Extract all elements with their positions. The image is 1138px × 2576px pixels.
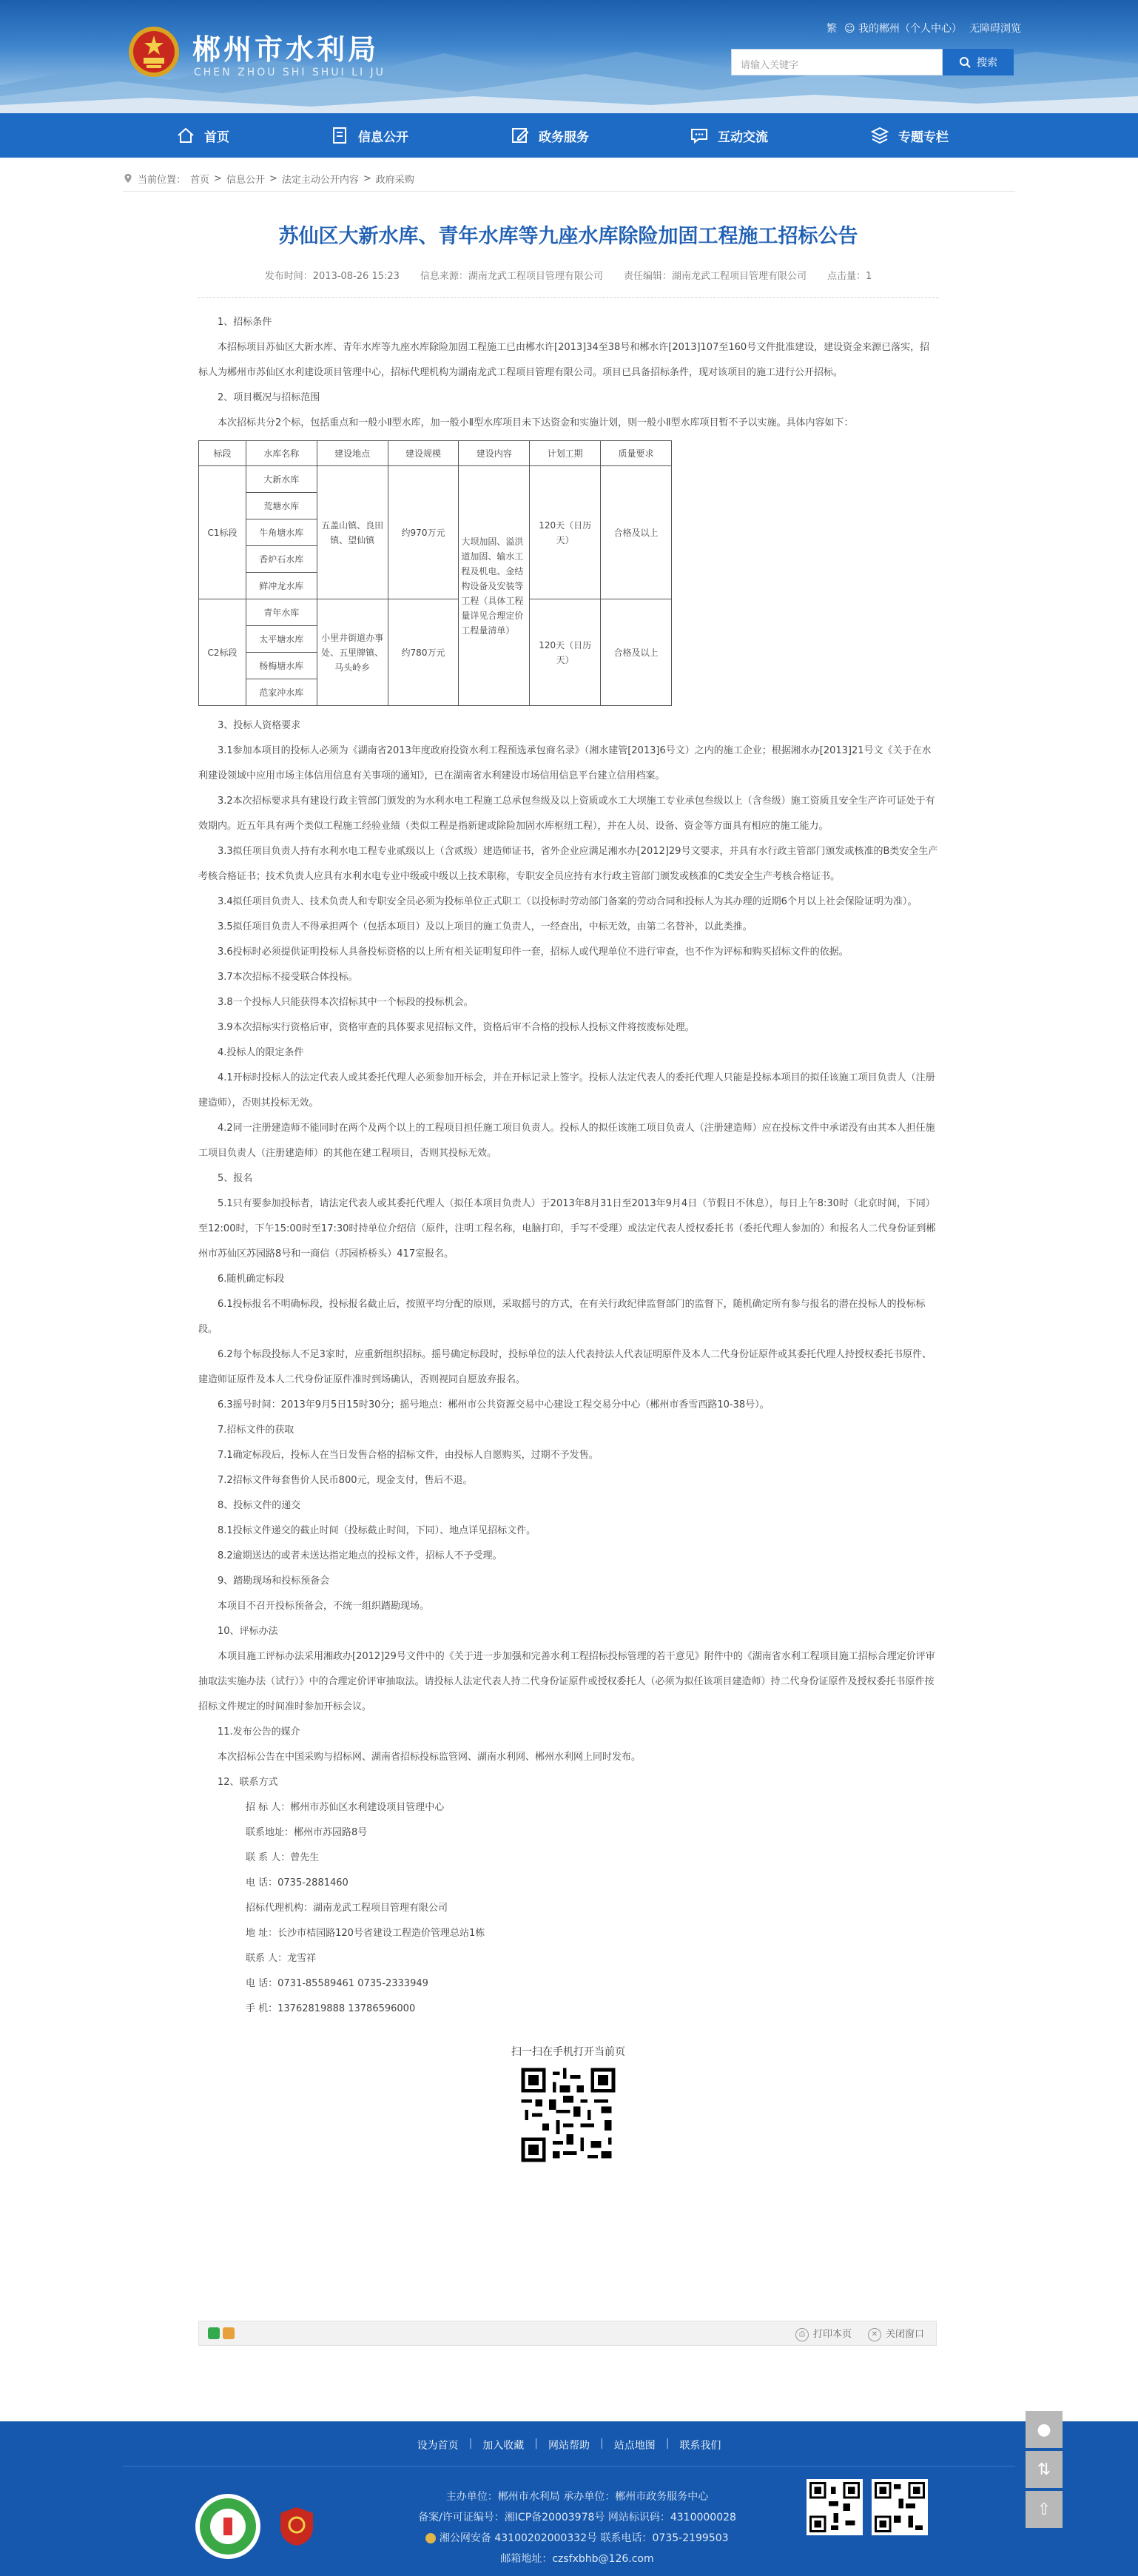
share-float-button[interactable] <box>1026 2451 1063 2488</box>
edit-icon <box>511 126 530 145</box>
footer-badges <box>194 2492 315 2560</box>
bid-section-c1: C1标段 <box>199 466 246 599</box>
paragraph: 3.6投标时必须提供证明投标人具备投标资格的以上所有相关证明复印件一套，招标人或代理单位不进行审查，也不作为评标和购买招标文件的依据。 <box>218 946 849 958</box>
table-row: C1标段 大新水库 五盖山镇、良田镇、望仙镇 约970万元 大坝加固、溢洪道加固、输水工程及机电、金结构设备及安装等工程（具体工程量详见合理定价工程量清单） 120天（日历天） 合格及以上 <box>199 466 672 493</box>
paragraph: 7.2招标文件每套售价人民币800元，现金支付，售后不退。 <box>218 1475 473 1486</box>
footer-link-sitemap[interactable]: 站点地图 <box>613 2440 656 2452</box>
breadcrumb-procurement[interactable]: 政府采购 <box>375 174 414 186</box>
wechat-float-button[interactable] <box>1026 2411 1063 2448</box>
article-meta <box>198 269 938 298</box>
publish-time: 发布时间：2013-08-26 15:23 <box>264 271 400 282</box>
breadcrumb-home[interactable]: 首页 <box>190 174 210 186</box>
article-body <box>198 310 938 2022</box>
paragraph: 7.1确定标段后，投标人在当日发售合格的招标文件，由投标人自愿购买，过期不予发售。 <box>218 1450 599 1461</box>
site-footer <box>0 2421 1138 2576</box>
table-row: 鲜冲龙水库 <box>199 573 672 599</box>
footer-email: 邮箱地址：czsfxbhb@126.com <box>500 2553 654 2565</box>
article-section-a <box>198 310 938 436</box>
footer-qr-codes <box>807 2479 928 2535</box>
paragraph: 6.2每个标段投标人不足3家时，应重新组织招标。摇号确定标段时，投标单位的法人代表持法人代表证明原件及本人二代身份证原件或其委托代理人持授权委托书原件、建造师证原件及本人二代身份证原件准时到场确认，否则视同自愿放弃报名。 <box>198 1349 932 1385</box>
nav-item-home[interactable]: 首页 <box>176 113 229 158</box>
site-title: 郴州市水利局 <box>192 33 380 66</box>
paragraph: 8.1投标文件递交的截止时间（投标截止时间，下同）、地点详见招标文件。 <box>218 1525 536 1536</box>
search-button[interactable]: 搜索 <box>943 49 1014 75</box>
paragraph: 联系 人：龙雪祥 <box>246 1953 317 1964</box>
footer-info <box>370 2486 784 2569</box>
paragraph: 3.1参加本项目的投标人必须为《湖南省2013年度政府投资水利工程预选承包商名录》（湘水建管[2013]6号文）之内的施工企业；根据湘水办[2013]21号文《关于在水利建设领域中应用市场主体信用信息有关事项的通知》，已在湖南省水利建设市场信用信息平台建立信用档案。 <box>198 745 932 781</box>
paragraph: 联 系 人：曾先生 <box>246 1852 320 1863</box>
accessibility-link[interactable]: 无障碍浏览 <box>969 23 1021 35</box>
search-input[interactable]: 请输入关键字 <box>731 49 943 75</box>
paragraph: 8.2逾期送达的或者未送达指定地点的投标文件，招标人不予受理。 <box>218 1550 502 1561</box>
footer-link-set-homepage[interactable]: 设为首页 <box>417 2440 459 2452</box>
paragraph: 12、联系方式 <box>218 1777 278 1788</box>
table-row: 杨梅塘水库 <box>199 653 672 679</box>
site-header <box>0 0 1138 113</box>
floating-toolbar <box>1026 2411 1063 2528</box>
page-actions <box>795 2326 924 2341</box>
qr-label: 扫一扫在手机打开当前页 <box>511 2046 625 2058</box>
table-row: 牛角塘水库 <box>199 519 672 546</box>
paragraph: 联系地址：郴州市苏园路8号 <box>246 1827 368 1838</box>
breadcrumb-statutory[interactable]: 法定主动公开内容 <box>281 174 359 186</box>
table-row: 太平塘水库 <box>199 626 672 653</box>
paragraph: 1、招标条件 <box>218 317 272 328</box>
qr-section <box>198 2044 938 2168</box>
paragraph: 3.3拟任项目负责人持有水利水电工程专业贰级以上（含贰级）建造师证书，省外企业应满足湘水办[2012]29号文要求，并具有水行政主管部门颁发或核准的B类安全生产考核合格证书；技术负责人应具有水利水电专业中级或中级以上技术职称，专职安全员应持有水行政主管部门颁发或核准的C类安全生产考核合格证书。 <box>198 846 938 882</box>
footer-link-help[interactable]: 网站帮助 <box>548 2440 590 2452</box>
contact-info <box>198 1795 938 2022</box>
qr-code-image <box>518 2065 619 2165</box>
back-to-top-button[interactable] <box>1026 2491 1063 2528</box>
info-source: 信息来源：湖南龙武工程项目管理有限公司 <box>420 271 603 282</box>
national-emblem-logo <box>127 25 181 78</box>
paragraph: 3.4拟任项目负责人、技术负责人和专职安全员必须为投标单位正式职工（以投标时劳动部门备案的劳动合同和投标人为其办理的近期6个月以上社会保险证明为准）。 <box>218 896 918 907</box>
footer-link-contact[interactable]: 联系我们 <box>679 2440 721 2452</box>
bid-sections-table <box>198 440 672 706</box>
close-icon: ✕ <box>868 2328 881 2341</box>
wechat-share-icon[interactable] <box>208 2327 220 2339</box>
search-icon <box>959 56 971 68</box>
paragraph: 手 机：13762819888 13786596000 <box>246 2003 416 2014</box>
main-nav <box>0 113 1138 158</box>
location-pin-icon <box>123 173 133 184</box>
footer-link-favorites[interactable]: 加入收藏 <box>482 2440 525 2452</box>
my-chenzhou-link[interactable]: ☺ 我的郴州（个人中心） <box>844 23 962 35</box>
user-icon: ☺ <box>844 23 855 35</box>
paragraph: 11.发布公告的媒介 <box>218 1726 300 1738</box>
table-row: 范家冲水库 <box>199 679 672 706</box>
paragraph: 本招标项目苏仙区大新水库、青年水库等九座水库除险加固工程施工已由郴水许[2013]34至38号和郴水许[2013]107至160号文件批准建设，建设资金来源已落实，招标人为郴州市苏仙区水利建设项目管理中心，招标代理机构为湖南龙武工程项目管理有限公司。项目已具备招标条件，现对该项目的施工进行公开招标。 <box>198 342 930 378</box>
print-icon: ⎙ <box>795 2328 809 2341</box>
paragraph: 3.7本次招标不接受联合体投标。 <box>218 972 358 983</box>
table-row: 香炉石水库 <box>199 546 672 573</box>
paragraph: 4.投标人的限定条件 <box>218 1047 304 1058</box>
paragraph: 7.招标文件的获取 <box>218 1425 294 1436</box>
layers-icon <box>870 126 889 145</box>
paragraph: 3.5拟任项目负责人不得承担两个（包括本项目）及以上项目的施工负责人，一经查出，中标无效，由第二名替补，以此类推。 <box>218 921 753 932</box>
wechat-qr-image <box>807 2479 863 2535</box>
paragraph: 8、投标文件的递交 <box>218 1500 301 1511</box>
bid-section-c2: C2标段 <box>199 599 246 706</box>
arrow-up-icon: ⇧ <box>1037 2500 1051 2519</box>
paragraph: 本次招标公告在中国采购与招标网、湖南省招标投标监管网、湖南水利网、郴州水利网上同时发布。 <box>218 1752 642 1763</box>
footer-links: 设为首页 | 加入收藏 | 网站帮助 | 站点地图 | 联系我们 <box>417 2438 721 2452</box>
paragraph: 3.2本次招标要求具有建设行政主管部门颁发的为水利水电工程施工总承包叁级及以上资质或水工大坝施工专业承包叁级以上（含叁级）施工资质且安全生产许可证处于有效期内。近五年具有两个类似工程施工经验业绩（类似工程是指新建或除险加固水库枢纽工程），并在人员、设备、资金等方面具有相应的施工能力。 <box>198 796 935 832</box>
nav-item-gov-services[interactable]: 政务服务 <box>511 113 589 158</box>
paragraph: 招标代理机构：湖南龙武工程项目管理有限公司 <box>246 1903 448 1914</box>
nav-item-special-topics[interactable]: 专题专栏 <box>870 113 949 158</box>
paragraph: 地 址：长沙市桔园路120号省建设工程造价管理总站1栋 <box>246 1928 485 1939</box>
paragraph: 10、评标办法 <box>218 1626 278 1637</box>
wechat-icon: ● <box>1037 2420 1051 2439</box>
paragraph: 6.3摇号时间：2013年9月5日15时30分；摇号地点：郴州市公共资源交易中心建设工程交易分中心（郴州市香雪西路10-38号）。 <box>218 1399 770 1410</box>
gov-correction-badge-icon[interactable] <box>278 2506 315 2547</box>
table-row: C2标段 青年水库 小里井街道办事处、五里牌镇、马头岭乡 约780万元 120天（日历天） 合格及以上 <box>199 599 672 626</box>
paragraph: 招 标 人：郴州市苏仙区水利建设项目管理中心 <box>246 1802 445 1813</box>
table-header-row: 标段 水库名称 建设地点 建设规模 建设内容 计划工期 质量要求 <box>199 441 672 466</box>
paragraph: 9、踏勘现场和投标预备会 <box>218 1575 330 1587</box>
paragraph: 电 话：0735-2881460 <box>246 1877 349 1889</box>
responsible-editor: 责任编辑：湖南龙武工程项目管理有限公司 <box>623 271 807 282</box>
nav-item-info-disclosure[interactable]: 信息公开 <box>330 113 408 158</box>
paragraph: 本项目施工评标办法采用湘政办[2012]29号文件中的《关于进一步加强和完善水利工程招标投标管理的若干意见》附件中的《湖南省水利工程项目施工招标合理定价评审抽取法实施办法（试行）》中的合理定价评审抽取法。请投标人法定代表人持二代身份证原件或授权委托人（必须为拟任该项目建造师）持二代身份证原件及授权委托书原件按招标文件规定的时间准时参加开标会议。 <box>198 1651 935 1712</box>
article-title: 苏仙区大新水库、青年水库等九座水库除险加固工程施工招标公告 <box>278 225 858 248</box>
paragraph: 4.2同一注册建造师不能同时在两个及两个以上的工程项目担任施工项目负责人。投标人的拟任该施工项目负责人（注册建造师）应在投标文件中承诺没有由其本人担任施工项目负责人（注册建造师）的其他在建工程项目，否则其投标无效。 <box>198 1123 935 1159</box>
paragraph: 6.随机确定标段 <box>218 1274 285 1285</box>
construction-content: 大坝加固、溢洪道加固、输水工程及机电、金结构设备及安装等工程（具体工程量详见合理定价工程量清单） <box>459 466 530 706</box>
nav-item-interaction[interactable]: 互动交流 <box>690 113 768 158</box>
paragraph: 2、项目概况与招标范围 <box>218 392 320 403</box>
paragraph: 本项目不召开投标预备会，不统一组织踏勘现场。 <box>218 1601 430 1612</box>
app-qr-image <box>872 2479 928 2535</box>
police-badge-icon <box>425 2533 436 2543</box>
close-window-button[interactable]: ✕ 关闭窗口 <box>868 2326 924 2341</box>
breadcrumb-info-disclosure[interactable]: 信息公开 <box>226 174 265 186</box>
share-bar <box>198 2321 937 2346</box>
breadcrumb: 当前位置： 首页 > 信息公开 > 法定主动公开内容 > 政府采购 <box>123 167 1015 189</box>
share-icons <box>208 2327 235 2339</box>
home-icon <box>176 126 195 145</box>
table-row: 荒塘水库 <box>199 493 672 519</box>
paragraph: 5.1只有要参加投标者，请法定代表人或其委托代理人（拟任本项目负责人）于2013年8月31日至2013年9月4日（节假日不休息），每日上午8:30时（北京时间，下同）至12:00时，下午15:00时至17:30时持单位介绍信（原件，注明工程名称，电脑打印，手写不受理）或法定代表人授权委托书（委托代理人参加的）和报名人二代身份证到郴州市苏仙区苏园路8号和一商信（苏园桥桥头）417室报名。 <box>198 1198 936 1260</box>
breadcrumb-prefix: 当前位置： <box>138 174 186 186</box>
traditional-chinese-link[interactable]: 繁 <box>826 23 837 35</box>
footer-police-record: 湘公网安备 43100202000332号 联系电话：0735-2199503 <box>370 2528 784 2549</box>
weibo-share-icon[interactable] <box>223 2327 235 2339</box>
footer-organizer: 主办单位：郴州市水利局 承办单位：郴州市政务服务中心 <box>445 2491 709 2503</box>
paragraph: 电 话：0731-85589461 0735-2333949 <box>246 1978 428 1989</box>
breadcrumb-divider <box>123 191 1015 192</box>
paragraph: 本次招标共分2个标，包括重点和一般小Ⅱ型水库，加一般小Ⅱ型水库项目未下达资金和实施计划，则一般小Ⅱ型水库项目暂不予以实施。具体内容如下： <box>218 417 854 428</box>
footer-icp: 备案/许可证编号：湘ICP备20003978号 网站标识码：4310000028 <box>418 2512 736 2523</box>
paragraph: 3.8一个投标人只能获得本次招标其中一个标段的投标机会。 <box>218 997 474 1008</box>
document-icon <box>330 126 349 145</box>
top-links <box>826 21 1021 36</box>
click-count: 点击量：1 <box>826 271 872 282</box>
site-subtitle: CHEN ZHOU SHI SHUI LI JU <box>194 67 385 78</box>
gov-website-badge-icon[interactable] <box>194 2492 262 2560</box>
paragraph: 4.1开标时投标人的法定代表人或其委托代理人必须参加开标会，并在开标记录上签字。投标人法定代表人的委托代理人只能是投标本项目的拟任该施工项目负责人（注册建造师），否则其投标无效。 <box>198 1072 935 1109</box>
paragraph: 5、报名 <box>218 1173 253 1184</box>
article <box>198 222 938 2168</box>
chat-icon <box>690 126 709 145</box>
paragraph: 3、投标人资格要求 <box>218 720 301 731</box>
article-section-b <box>198 713 938 1795</box>
paragraph: 3.9本次招标实行资格后审，资格审查的具体要求见招标文件，资格后审不合格的投标人投标文件将按废标处理。 <box>218 1022 695 1033</box>
paragraph: 6.1投标报名不明确标段，投标报名截止后，按照平均分配的原则，采取摇号的方式，在有关行政纪律监督部门的监督下，随机确定所有参与报名的潜在投标人的投标标段。 <box>198 1299 926 1335</box>
print-button[interactable]: ⎙ 打印本页 <box>795 2326 852 2341</box>
share-icon: ⇅ <box>1037 2460 1051 2479</box>
